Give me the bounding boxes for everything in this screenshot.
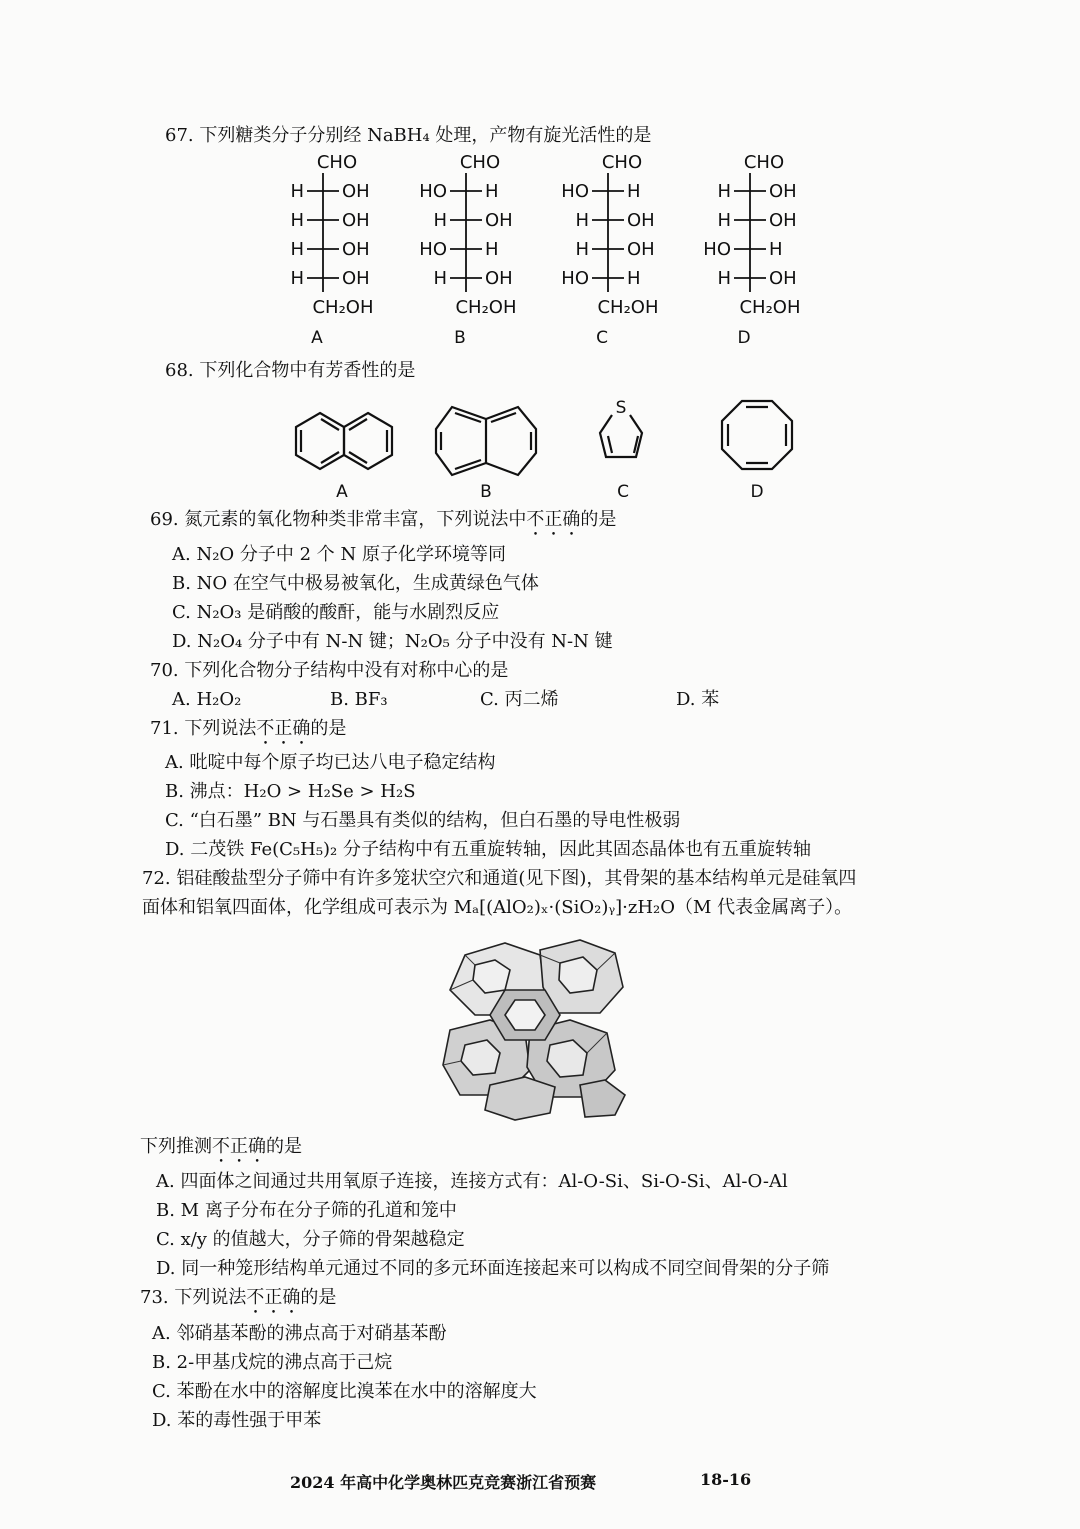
- fischer-right-substituent: OH: [627, 210, 655, 231]
- q72-stem-line2: 面体和铝氧四面体，化学组成可表示为 Mₐ[(AlO₂)ₓ·(SiO₂)ᵧ]·zH₂O（M 代表金属离子）。: [142, 897, 853, 918]
- q72-option-c: C. x/y 的值越大，分子筛的骨架越稳定: [156, 1229, 465, 1250]
- q68-label-d: D: [750, 482, 764, 502]
- fischer-left-substituent: H: [290, 181, 304, 202]
- q70-option-b: B. BF₃: [330, 689, 388, 710]
- fischer-right-substituent: OH: [342, 239, 370, 260]
- q68-label-b: B: [480, 482, 492, 502]
- q73-stem-post: 的是: [300, 1287, 337, 1308]
- q73-option-a: A. 邻硝基苯酚的沸点高于对硝基苯酚: [152, 1323, 447, 1344]
- thiophene-structure: [600, 415, 642, 457]
- fischer-right-substituent: OH: [627, 239, 655, 260]
- footer-page-number: 18-16: [700, 1470, 752, 1489]
- cyclooctatetraene-structure: [722, 401, 792, 469]
- fischer-bottom-group: CH₂OH: [455, 297, 517, 318]
- q71-option-d: D. 二茂铁 Fe(C₅H₅)₂ 分子结构中有五重旋转轴，因此其固态晶体也有五重旋转轴: [165, 839, 811, 860]
- q69-stem-pre: 69. 氮元素的氧化物种类非常丰富，下列说法中: [150, 509, 527, 530]
- fischer-right-substituent: OH: [769, 181, 797, 202]
- fischer-top-group: CHO: [316, 152, 358, 173]
- q72-sub-stem-pre: 下列推测: [140, 1136, 212, 1157]
- q71-stem-emphasis: 不正确: [256, 718, 311, 739]
- q73-option-c: C. 苯酚在水中的溶解度比溴苯在水中的溶解度大: [152, 1381, 537, 1402]
- fischer-projection-c: [561, 152, 658, 348]
- fischer-option-label: C: [596, 328, 608, 348]
- fischer-right-substituent: OH: [342, 268, 370, 289]
- q71-option-a: A. 吡啶中每个原子均已达八电子稳定结构: [165, 752, 496, 773]
- q69-option-c: C. N₂O₃ 是硝酸的酸酐，能与水剧烈反应: [172, 602, 500, 623]
- q68-label-c: C: [617, 482, 629, 502]
- q68-structures: [0, 385, 1080, 505]
- q72-sub-stem-post: 的是: [266, 1136, 302, 1157]
- fischer-top-group: CHO: [459, 152, 501, 173]
- fischer-projection-b: [419, 152, 516, 348]
- fischer-left-substituent: HO: [561, 268, 589, 289]
- fischer-right-substituent: OH: [769, 268, 797, 289]
- fischer-left-substituent: H: [433, 210, 447, 231]
- q69-stem: [150, 508, 616, 540]
- q71-stem-post: 的是: [310, 718, 347, 739]
- fischer-bottom-group: CH₂OH: [312, 297, 374, 318]
- fischer-left-substituent: H: [575, 210, 589, 231]
- fischer-right-substituent: OH: [769, 210, 797, 231]
- fischer-left-substituent: HO: [419, 239, 447, 260]
- q72-option-a: A. 四面体之间通过共用氧原子连接，连接方式有：Al-O-Si、Si-O-Si、Al-O-Al: [156, 1171, 788, 1192]
- fischer-left-substituent: H: [290, 239, 304, 260]
- fischer-bottom-group: CH₂OH: [597, 297, 659, 318]
- q73-stem: [140, 1286, 336, 1318]
- fischer-right-substituent: H: [627, 181, 641, 202]
- fischer-projection-a: [290, 152, 373, 348]
- q73-stem-emphasis: 不正确: [246, 1287, 301, 1308]
- fischer-right-substituent: H: [485, 239, 499, 260]
- q70-option-a: A. H₂O₂: [172, 689, 242, 710]
- q69-option-d: D. N₂O₄ 分子中有 N-N 键；N₂O₅ 分子中没有 N-N 键: [172, 631, 613, 652]
- q68-label-a: A: [336, 482, 348, 502]
- fischer-left-substituent: H: [575, 239, 589, 260]
- bicyclic-polyene-structure: [436, 407, 536, 475]
- q70-option-c: C. 丙二烯: [480, 689, 559, 710]
- fischer-top-group: CHO: [601, 152, 643, 173]
- q70-stem: 70. 下列化合物分子结构中没有对称中心的是: [150, 660, 509, 681]
- q71-option-c: C. “白石墨” BN 与石墨具有类似的结构，但白石墨的导电性极弱: [165, 810, 681, 831]
- q69-stem-emphasis: 不正确: [526, 509, 581, 530]
- thiophene-sulfur-label: S: [615, 398, 627, 418]
- fischer-left-substituent: H: [290, 268, 304, 289]
- fischer-left-substituent: H: [717, 210, 731, 231]
- q70-option-d: D. 苯: [676, 689, 720, 710]
- q69-option-a: A. N₂O 分子中 2 个 N 原子化学环境等同: [172, 544, 506, 565]
- q73-option-b: B. 2-甲基戊烷的沸点高于己烷: [152, 1352, 393, 1373]
- fischer-right-substituent: H: [769, 239, 783, 260]
- q71-stem: [150, 717, 346, 749]
- q67-stem: 67. 下列糖类分子分别经 NaBH₄ 处理，产物有旋光活性的是: [165, 125, 652, 146]
- fischer-right-substituent: H: [485, 181, 499, 202]
- fischer-left-substituent: H: [433, 268, 447, 289]
- fischer-left-substituent: H: [717, 181, 731, 202]
- fischer-right-substituent: OH: [342, 210, 370, 231]
- fischer-right-substituent: OH: [342, 181, 370, 202]
- fischer-top-group: CHO: [743, 152, 785, 173]
- q72-sub-stem: [140, 1135, 302, 1167]
- q73-option-d: D. 苯的毒性强于甲苯: [152, 1410, 322, 1431]
- fischer-projection-d: [703, 152, 800, 348]
- q69-stem-post: 的是: [580, 509, 617, 530]
- fischer-option-label: A: [311, 328, 323, 348]
- q73-stem-pre: 73. 下列说法: [140, 1287, 247, 1308]
- q71-stem-pre: 71. 下列说法: [150, 718, 257, 739]
- fischer-right-substituent: OH: [485, 268, 513, 289]
- fischer-option-label: D: [737, 328, 751, 348]
- q72-option-b: B. M 离子分布在分子筛的孔道和笼中: [156, 1200, 457, 1221]
- zeolite-framework-figure: [435, 935, 635, 1125]
- q72-stem-line1: 72. 铝硅酸盐型分子筛中有许多笼状空穴和通道(见下图)，其骨架的基本结构单元是硅氧四: [142, 868, 857, 889]
- fischer-left-substituent: HO: [561, 181, 589, 202]
- footer-title: 2024 年高中化学奥林匹克竞赛浙江省预赛: [290, 1473, 597, 1492]
- fischer-left-substituent: HO: [419, 181, 447, 202]
- fischer-right-substituent: OH: [485, 210, 513, 231]
- q68-stem: 68. 下列化合物中有芳香性的是: [165, 360, 416, 381]
- naphthalene-structure: [296, 413, 392, 469]
- fischer-option-label: B: [454, 328, 466, 348]
- q67-fischer-projections: [0, 150, 1080, 360]
- q72-sub-stem-emphasis: 不正确: [212, 1136, 266, 1157]
- fischer-left-substituent: HO: [703, 239, 731, 260]
- fischer-bottom-group: CH₂OH: [739, 297, 801, 318]
- fischer-right-substituent: H: [627, 268, 641, 289]
- fischer-left-substituent: H: [717, 268, 731, 289]
- q72-option-d: D. 同一种笼形结构单元通过不同的多元环面连接起来可以构成不同空间骨架的分子筛: [156, 1258, 830, 1279]
- q69-option-b: B. NO 在空气中极易被氧化，生成黄绿色气体: [172, 573, 539, 594]
- q71-option-b: B. 沸点：H₂O > H₂Se > H₂S: [165, 781, 416, 802]
- fischer-left-substituent: H: [290, 210, 304, 231]
